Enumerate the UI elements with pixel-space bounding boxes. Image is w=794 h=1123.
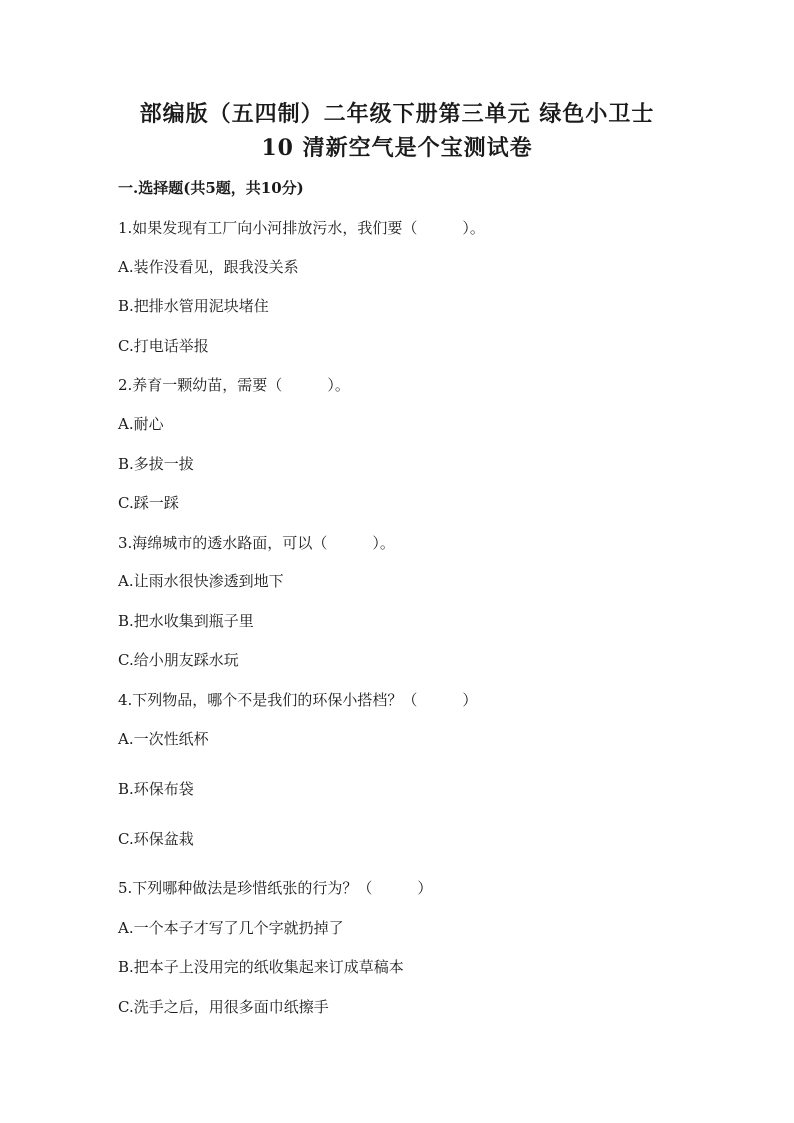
section-heading: 一.选择题(共5题，共10分)	[118, 179, 304, 197]
question-5-option-c: C.洗手之后，用很多面巾纸擦手	[118, 998, 329, 1016]
question-1-stem: 1.如果发现有工厂向小河排放污水，我们要（ ）。	[118, 219, 485, 237]
question-1-option-c: C.打电话举报	[118, 337, 209, 355]
question-2-option-b: B.多拔一拔	[118, 455, 194, 473]
question-5-stem: 5.下列哪种做法是珍惜纸张的行为？（ ）	[118, 879, 433, 897]
question-3-stem: 3.海绵城市的透水路面，可以（ ）。	[118, 534, 395, 552]
question-4-option-b: B.环保布袋	[118, 780, 194, 798]
question-2-stem: 2.养育一颗幼苗，需要（ ）。	[118, 376, 350, 394]
question-1-option-a: A.装作没看见，跟我没关系	[118, 258, 299, 276]
question-4-stem: 4.下列物品，哪个不是我们的环保小搭档？（ ）	[118, 691, 478, 709]
question-1-option-b: B.把排水管用泥块堵住	[118, 297, 269, 315]
question-2-option-c: C.踩一踩	[118, 494, 179, 512]
question-5-option-a: A.一个本子才写了几个字就扔掉了	[118, 919, 344, 937]
question-3-option-a: A.让雨水很快渗透到地下	[118, 572, 284, 590]
question-5-option-b: B.把本子上没用完的纸收集起来订成草稿本	[118, 958, 404, 976]
question-3-option-c: C.给小朋友踩水玩	[118, 651, 239, 669]
page-subtitle: 10 清新空气是个宝测试卷	[261, 135, 533, 161]
question-4-option-a: A.一次性纸杯	[118, 730, 209, 748]
page-title: 部编版（五四制）二年级下册第三单元 绿色小卫士	[139, 101, 655, 127]
question-3-option-b: B.把水收集到瓶子里	[118, 612, 254, 630]
question-4-option-c: C.环保盆栽	[118, 830, 194, 848]
question-2-option-a: A.耐心	[118, 415, 164, 433]
